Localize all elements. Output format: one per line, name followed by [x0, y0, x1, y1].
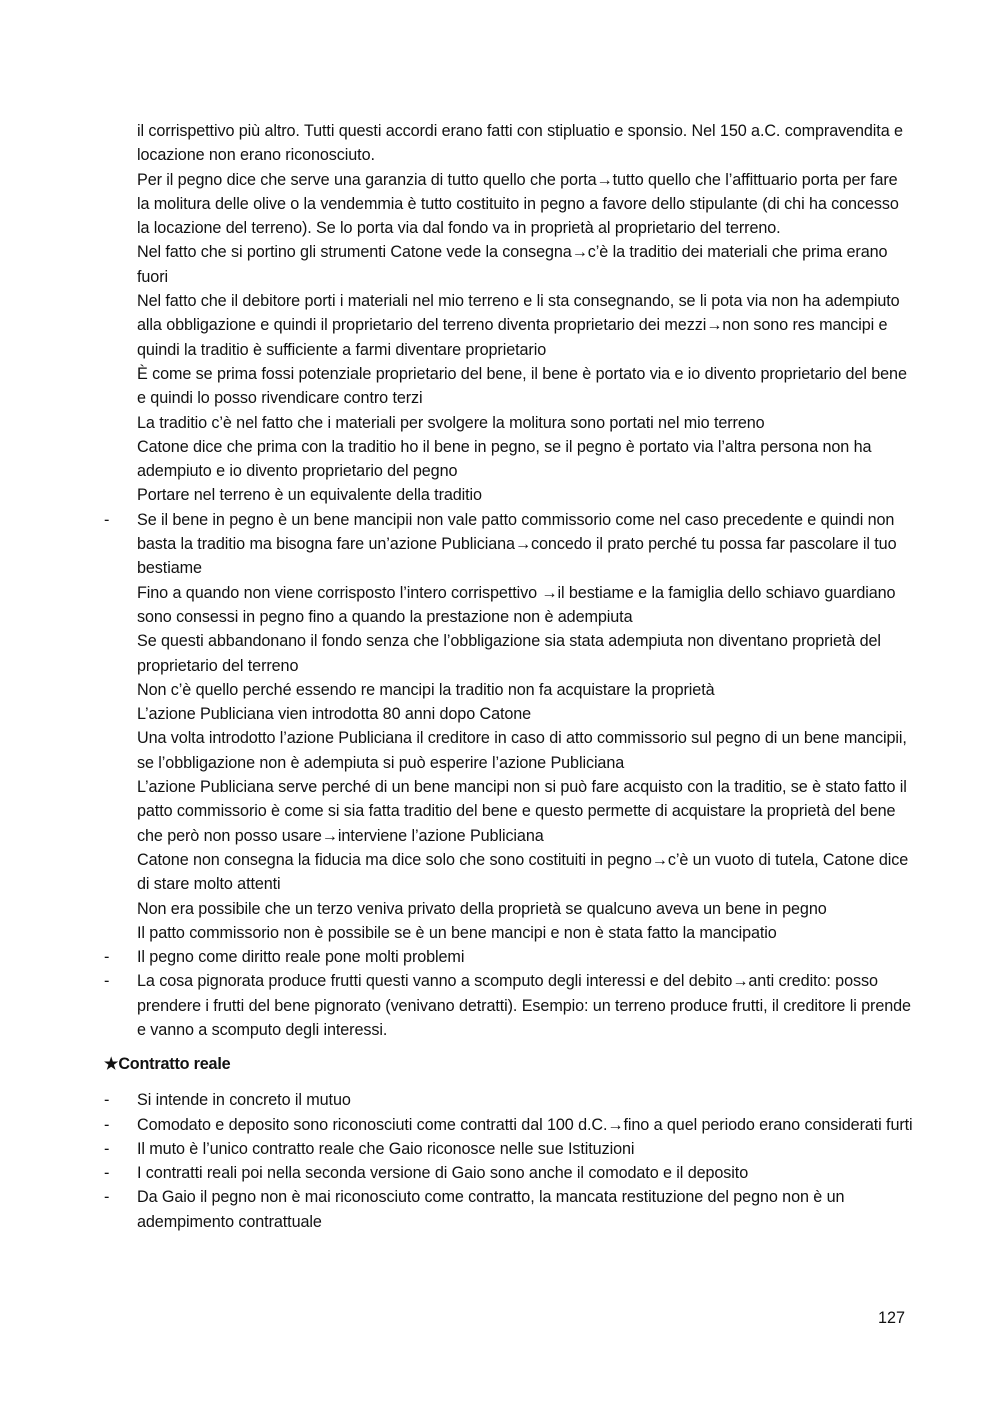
paragraph	[104, 848, 914, 897]
paragraph	[104, 119, 914, 168]
paragraph-text: Si intende in concreto il mutuo	[137, 1091, 351, 1110]
bullet-dash: -	[104, 510, 110, 529]
bullet-dash: -	[104, 1115, 110, 1134]
bullet-item	[104, 1088, 914, 1112]
paragraph	[104, 483, 914, 507]
paragraph-text: Portare nel terreno è un equivalente della traditio	[137, 486, 482, 505]
paragraph-text: Non era possibile che un terzo veniva privato della proprietà se qualcuno aveva un bene in pegno	[137, 899, 827, 918]
bullet-item	[104, 508, 914, 581]
bullet-item	[104, 1161, 914, 1185]
paragraph	[104, 289, 914, 362]
paragraph-text: L’azione Publiciana vien introdotta 80 anni dopo Catone	[137, 705, 532, 724]
bullet-item	[104, 1113, 914, 1137]
paragraph	[104, 678, 914, 702]
paragraph	[104, 775, 914, 848]
paragraph-text: I contratti reali poi nella seconda versione di Gaio sono anche il comodato e il deposito	[137, 1164, 749, 1183]
bullet-dash: -	[104, 1188, 110, 1207]
page-number: 127	[877, 1309, 905, 1327]
bullet-dash: -	[104, 1164, 110, 1183]
paragraph-text: Il muto è l’unico contratto reale che Gaio riconosce nelle sue Istituzioni	[137, 1139, 635, 1158]
paragraph-text: Una volta introdotto l’azione Publiciana il creditore in caso di atto commissorio sul pegno di un bene mancipii, se l’obbligazione non è adempiuta si può esperire l’azione Publiciana	[137, 729, 907, 772]
paragraph-text: Catone dice che prima con la traditio ho il bene in pegno, se il pegno è portato via l’altra persona non ha adempiuto e io divento proprietario del pegno	[137, 437, 872, 481]
paragraph-text: Se il bene in pegno è un bene mancipii non vale patto commissorio come nel caso precedente e quindi non basta la traditio ma bisogna fare un’azione Publiciana→concedo il prato perché tu possa far pascolare il tuo bestiame	[137, 510, 897, 578]
star-icon: ★	[104, 1055, 119, 1074]
section-heading	[104, 1052, 914, 1076]
paragraph-text: L’azione Publiciana serve perché di un bene mancipi non si può fare acquisto con la traditio, se è stato fatto il patto commissorio è come si sia fatta traditio del bene e questo permette di acquistare la proprietà del bene che però non posso usare→interviene l’azione Publiciana	[137, 778, 907, 845]
bullet-dash: -	[104, 1091, 110, 1110]
paragraph	[104, 581, 914, 630]
paragraph-text: Se questi abbandonano il fondo senza che l’obbligazione sia stata adempiuta non diventano proprietà del proprietario del terreno	[137, 632, 881, 675]
paragraph	[104, 629, 914, 678]
bullet-list	[104, 1088, 914, 1234]
paragraph-text: Nel fatto che il debitore porti i materiali nel mio terreno e li sta consegnando, se li pota via non ha adempiuto alla obbligazione e quindi il proprietario del terreno diventa proprietario dei mezzi→non sono res mancipi e quindi la traditio è sufficiente a farmi diventare proprietario	[137, 292, 900, 359]
paragraph-text: Per il pegno dice che serve una garanzia di tutto quello che porta→tutto quello che l’affittuario porta per fare la molitura delle olive o la vendemmia è tutto costituito in pegno a favore dello stipulante (di chi ha concesso la locazione del terreno). Se lo porta via dal fondo va in proprietà al proprietario del terreno.	[137, 170, 899, 238]
page-content	[104, 119, 914, 1234]
bullet-item	[104, 1185, 914, 1234]
paragraph-text: Non c’è quello perché essendo re mancipi la traditio non fa acquistare la proprietà	[137, 680, 715, 699]
paragraph-text: Catone non consegna la fiducia ma dice solo che sono costituiti in pegno→c’è un vuoto di tutela, Catone dice di stare molto attenti	[137, 850, 909, 894]
paragraph-text: Nel fatto che si portino gli strumenti Catone vede la consegna→c’è la traditio dei materiali che prima erano fuori	[137, 243, 888, 286]
paragraph	[104, 702, 914, 726]
paragraph-text: Comodato e deposito sono riconosciuti come contratti dal 100 d.C.→fino a quel periodo erano considerati furti	[137, 1115, 913, 1134]
paragraph	[104, 435, 914, 484]
paragraph-text: Da Gaio il pegno non è mai riconosciuto come contratto, la mancata restituzione del pegno non è un adempimento contrattuale	[137, 1188, 845, 1231]
paragraph-text: Il pegno come diritto reale pone molti problemi	[137, 948, 465, 967]
section-heading-text: Contratto reale	[118, 1055, 231, 1074]
bullet-item	[104, 1137, 914, 1161]
paragraph	[104, 897, 914, 921]
text-blocks	[104, 119, 914, 1042]
bullet-item	[104, 969, 914, 1042]
paragraph	[104, 362, 914, 411]
paragraph	[104, 168, 914, 241]
paragraph-text: Fino a quando non viene corrisposto l’intero corrispettivo →il bestiame e la famiglia dello schiavo guardiano sono consessi in pegno fino a quando la prestazione non è adempiuta	[137, 583, 896, 626]
bullet-dash: -	[104, 948, 110, 967]
section-spacer	[104, 1042, 914, 1052]
paragraph	[104, 921, 914, 945]
bullet-dash: -	[104, 972, 110, 991]
paragraph	[104, 411, 914, 435]
paragraph	[104, 726, 914, 775]
bullet-item	[104, 945, 914, 969]
paragraph-text: Il patto commissorio non è possibile se è un bene mancipi e non è stata fatto la mancipatio	[137, 923, 777, 942]
paragraph-text: il corrispettivo più altro. Tutti questi accordi erano fatti con stipluatio e sponsio. Nel 150 a.C. compravendita e locazione non erano riconosciuto.	[137, 122, 903, 165]
paragraph-text: È come se prima fossi potenziale proprietario del bene, il bene è portato via e io divento proprietario del bene e quindi lo posso rivendicare contro terzi	[137, 364, 907, 408]
paragraph-text: La cosa pignorata produce frutti questi vanno a scomputo degli interessi e del debito→anti credito: posso prendere i frutti del bene pignorato (venivano detratti). Esempio: un terreno produce frutti, il creditore li prende e vanno a scomputo degli interessi.	[137, 972, 911, 1039]
paragraph	[104, 240, 914, 289]
paragraph-text: La traditio c’è nel fatto che i materiali per svolgere la molitura sono portati nel mio terreno	[137, 413, 765, 432]
bullet-dash: -	[104, 1139, 110, 1158]
